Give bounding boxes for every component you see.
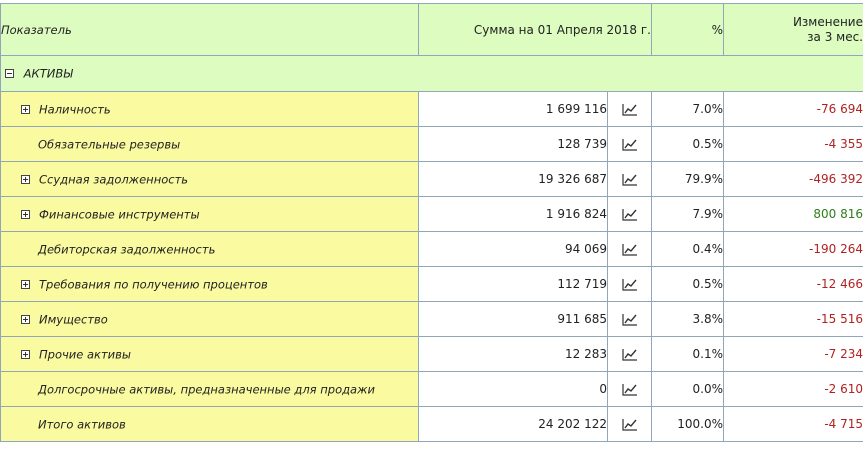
collapse-icon[interactable] <box>5 69 14 78</box>
row-change: -15 516 <box>724 302 863 337</box>
line-chart-icon[interactable] <box>622 417 638 431</box>
row-name-cell[interactable] <box>1 162 419 197</box>
expand-icon[interactable] <box>21 280 30 289</box>
trend-chart-cell[interactable] <box>608 302 652 337</box>
line-chart-icon[interactable] <box>622 277 638 291</box>
line-chart-icon[interactable] <box>622 382 638 396</box>
expand-icon[interactable] <box>21 105 30 114</box>
trend-chart-cell[interactable] <box>608 197 652 232</box>
row-name-cell[interactable] <box>1 337 419 372</box>
table-row <box>1 302 863 337</box>
row-name-cell <box>1 372 419 407</box>
trend-chart-cell[interactable] <box>608 232 652 267</box>
row-name-cell <box>1 232 419 267</box>
row-name-cell[interactable] <box>1 197 419 232</box>
row-sum: 94 069 <box>419 232 608 267</box>
section-label: АКТИВЫ <box>23 66 73 81</box>
header-change-line1: Изменение <box>792 14 863 29</box>
trend-chart-cell[interactable] <box>608 267 652 302</box>
row-name: Дебиторская задолженность <box>38 242 216 257</box>
row-percent: 3.8% <box>652 302 724 337</box>
row-name-cell <box>1 407 419 442</box>
table-row <box>1 232 863 267</box>
trend-chart-cell[interactable] <box>608 92 652 127</box>
row-sum: 12 283 <box>419 337 608 372</box>
row-name-cell[interactable] <box>1 92 419 127</box>
row-change: 800 816 <box>724 197 863 232</box>
table-row <box>1 92 863 127</box>
row-change: -7 234 <box>724 337 863 372</box>
table-row <box>1 407 863 442</box>
table-row <box>1 197 863 232</box>
row-percent: 7.0% <box>652 92 724 127</box>
row-name: Обязательные резервы <box>38 137 181 152</box>
row-name: Требования по получению процентов <box>39 277 268 292</box>
row-change: -2 610 <box>724 372 863 407</box>
header-percent[interactable]: % <box>652 4 724 56</box>
header-sum[interactable]: Сумма на 01 Апреля 2018 г. <box>419 4 652 56</box>
expand-icon[interactable] <box>21 315 30 324</box>
row-change: -496 392 <box>724 162 863 197</box>
section-row-assets[interactable] <box>1 56 863 92</box>
header-indicator[interactable]: Показатель <box>1 4 419 56</box>
trend-chart-cell[interactable] <box>608 337 652 372</box>
header-change-line2: за 3 мес. <box>807 29 863 44</box>
row-sum: 1 699 116 <box>419 92 608 127</box>
trend-chart-cell[interactable] <box>608 407 652 442</box>
table-row <box>1 337 863 372</box>
row-sum: 1 916 824 <box>419 197 608 232</box>
line-chart-icon[interactable] <box>622 347 638 361</box>
row-change: -190 264 <box>724 232 863 267</box>
line-chart-icon[interactable] <box>622 102 638 116</box>
row-sum: 19 326 687 <box>419 162 608 197</box>
expand-icon[interactable] <box>21 350 30 359</box>
row-sum: 0 <box>419 372 608 407</box>
row-name-cell <box>1 127 419 162</box>
trend-chart-cell[interactable] <box>608 127 652 162</box>
row-percent: 0.1% <box>652 337 724 372</box>
table-row <box>1 372 863 407</box>
table-header-row <box>1 4 863 56</box>
row-change: -4 355 <box>724 127 863 162</box>
row-name-cell[interactable] <box>1 302 419 337</box>
row-name: Ссудная задолженность <box>39 172 189 187</box>
line-chart-icon[interactable] <box>622 207 638 221</box>
row-percent: 100.0% <box>652 407 724 442</box>
row-change: -12 466 <box>724 267 863 302</box>
row-percent: 0.0% <box>652 372 724 407</box>
row-name: Итого активов <box>38 417 126 432</box>
line-chart-icon[interactable] <box>622 137 638 151</box>
row-name: Имущество <box>39 312 108 327</box>
table-row <box>1 127 863 162</box>
row-change: -76 694 <box>724 92 863 127</box>
row-name: Финансовые инструменты <box>39 207 200 222</box>
row-name-cell[interactable] <box>1 267 419 302</box>
row-sum: 24 202 122 <box>419 407 608 442</box>
expand-icon[interactable] <box>21 210 30 219</box>
row-percent: 79.9% <box>652 162 724 197</box>
row-name: Прочие активы <box>39 347 132 362</box>
line-chart-icon[interactable] <box>622 242 638 256</box>
row-sum: 112 719 <box>419 267 608 302</box>
row-sum: 128 739 <box>419 127 608 162</box>
row-percent: 0.5% <box>652 267 724 302</box>
row-name: Долгосрочные активы, предназначенные для продажи <box>38 382 375 397</box>
trend-chart-cell[interactable] <box>608 372 652 407</box>
row-percent: 0.4% <box>652 232 724 267</box>
trend-chart-cell[interactable] <box>608 162 652 197</box>
row-percent: 7.9% <box>652 197 724 232</box>
row-sum: 911 685 <box>419 302 608 337</box>
assets-table <box>0 3 863 442</box>
table-row <box>1 267 863 302</box>
header-change[interactable] <box>724 4 863 56</box>
line-chart-icon[interactable] <box>622 172 638 186</box>
row-change: -4 715 <box>724 407 863 442</box>
line-chart-icon[interactable] <box>622 312 638 326</box>
row-name: Наличность <box>39 102 111 117</box>
table-row <box>1 162 863 197</box>
row-percent: 0.5% <box>652 127 724 162</box>
expand-icon[interactable] <box>21 175 30 184</box>
